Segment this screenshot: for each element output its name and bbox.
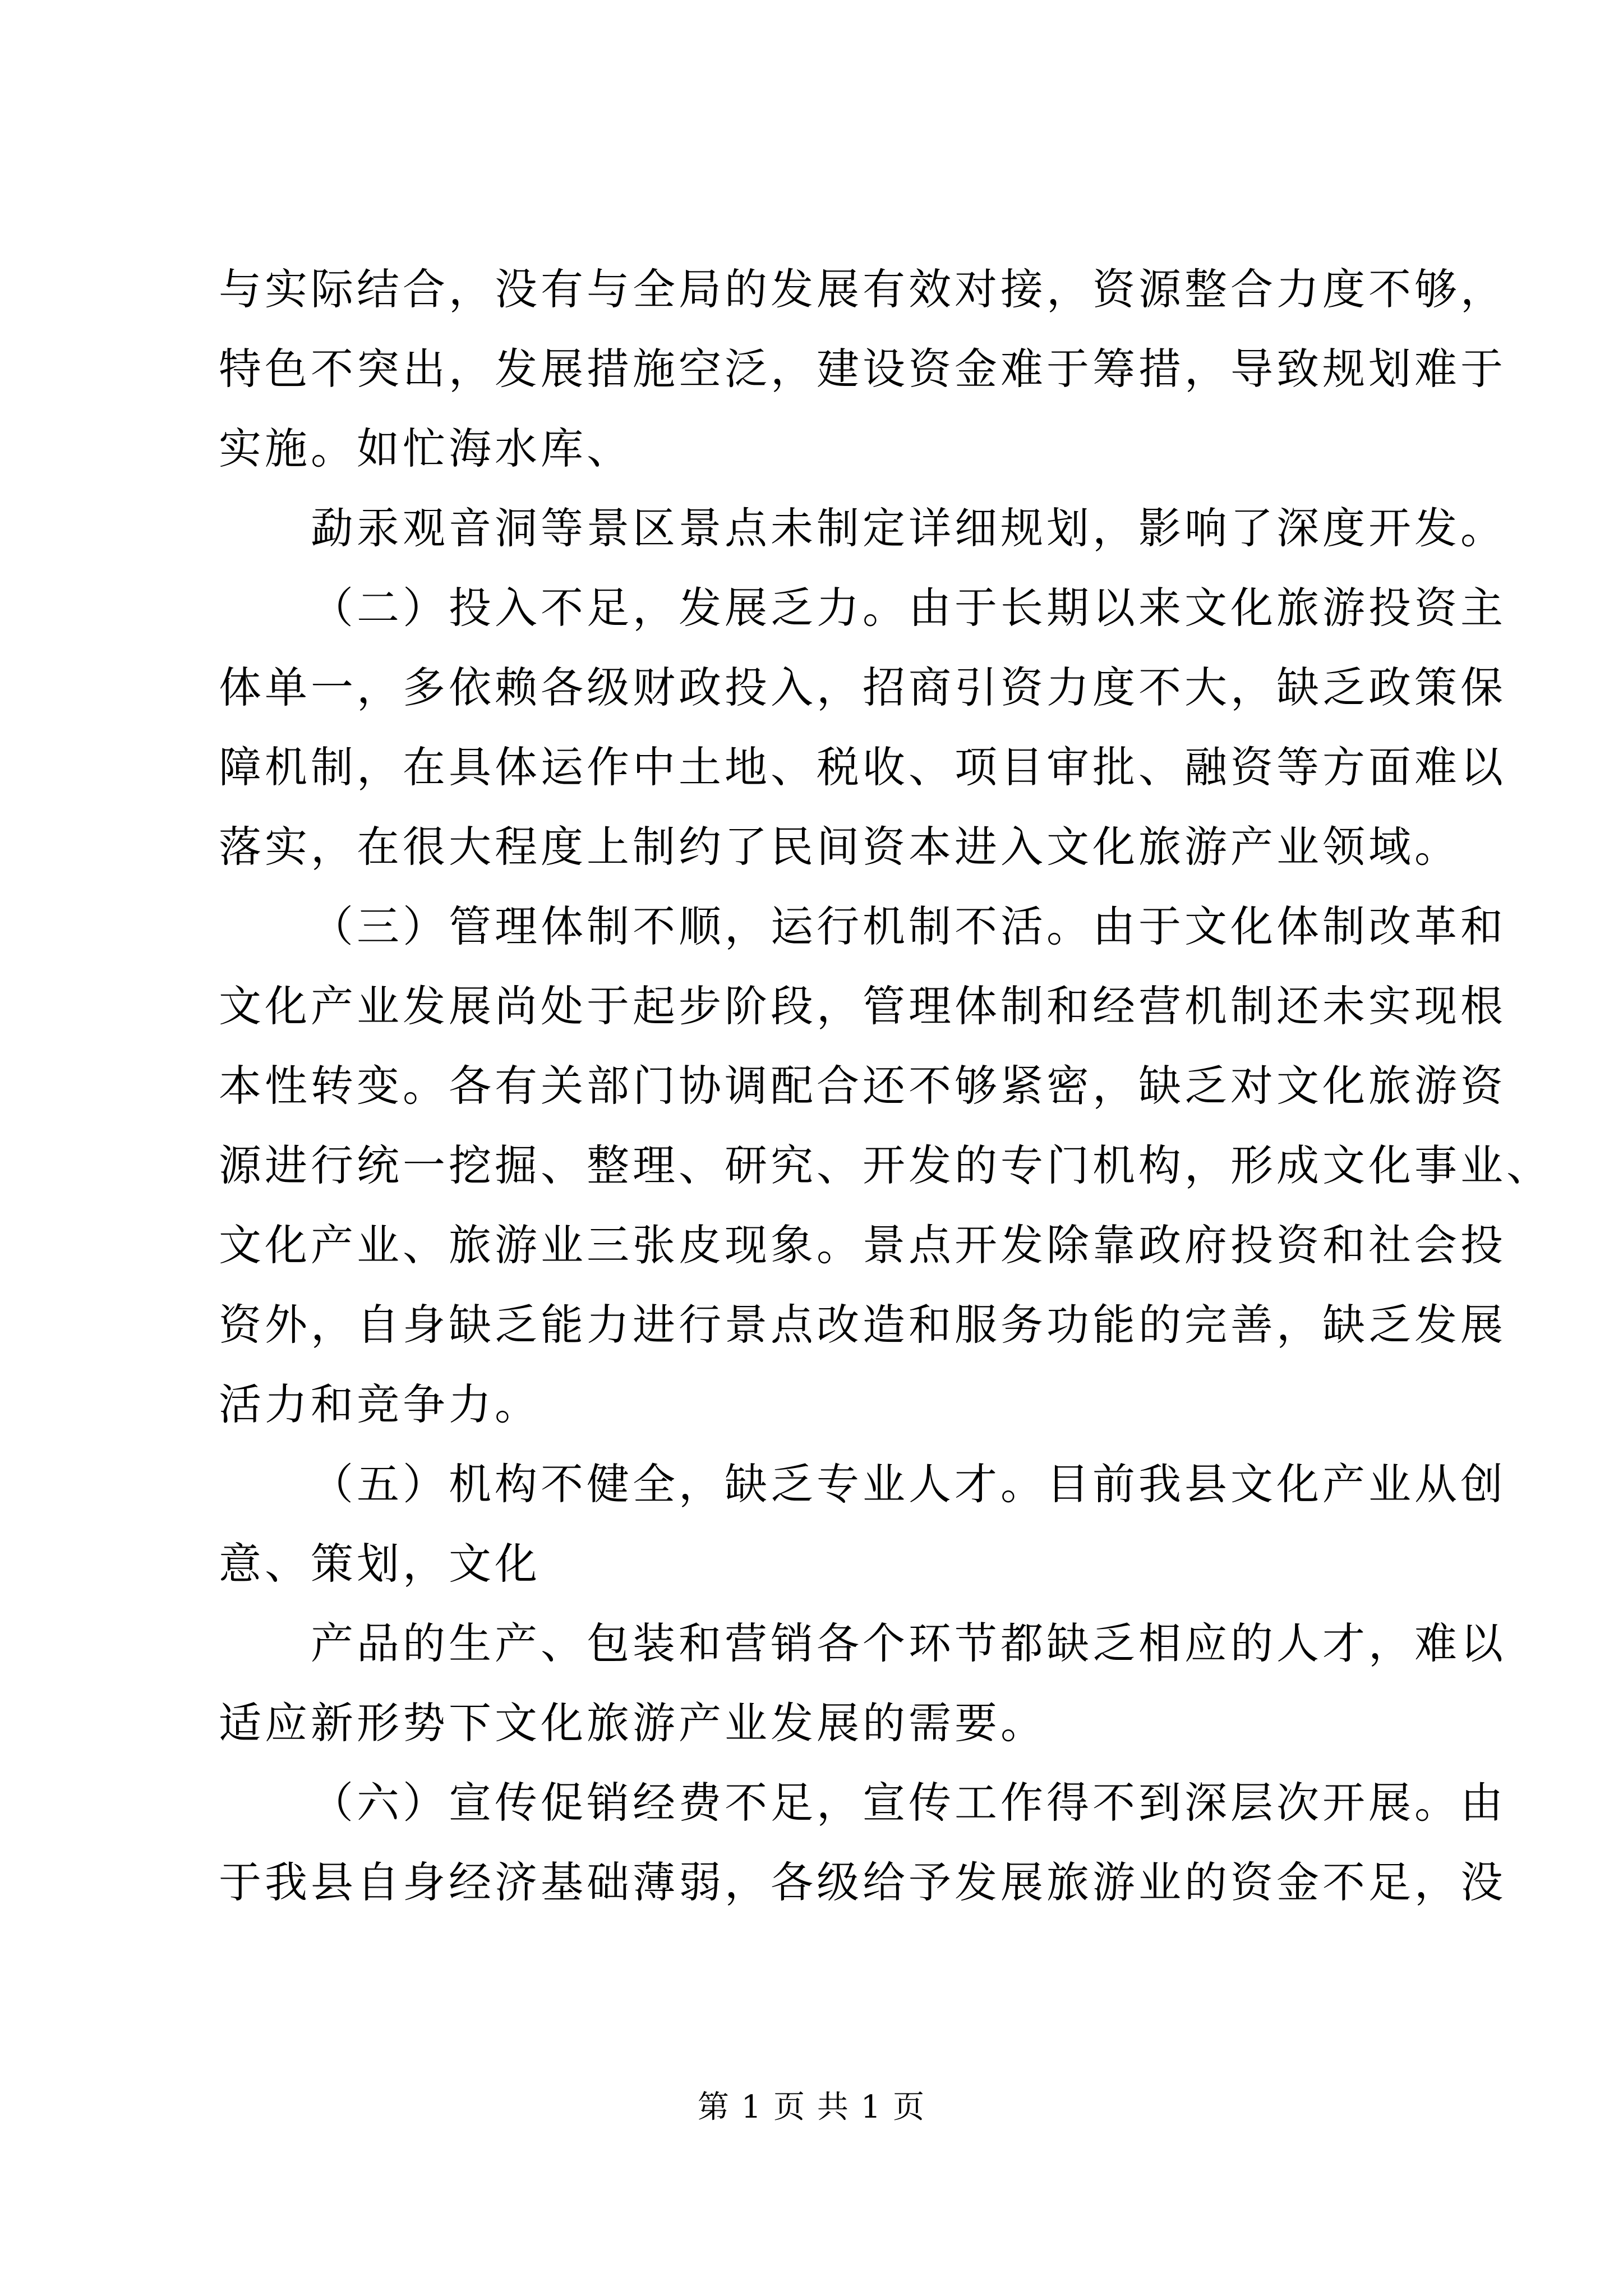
text-line: 实施。如忙海水库、 [219,424,633,473]
text-line: 产品的生产、包装和营销各个环节都缺乏相应的人才，难以 [311,1618,1506,1668]
text-line: 适应新形势下文化旅游产业发展的需要。 [219,1698,1046,1748]
paragraph [219,887,1552,1444]
text-line: 活力和竞争力。 [219,1379,541,1429]
text-line: 本性转变。各有关部门协调配合还不够紧密，缺乏对文化旅游资 [219,1061,1506,1111]
paragraph [219,568,1506,887]
text-line: 意、策划，文化 [219,1539,541,1589]
text-line: 文化产业发展尚处于起步阶段，管理体制和经营机制还未实现根 [219,981,1506,1031]
text-line: 于我县自身经济基础薄弱，各级给予发展旅游业的资金不足，没 [219,1857,1506,1907]
text-line: 特色不突出，发展措施空泛，建设资金难于筹措，导致规划难于 [219,344,1506,394]
paragraph [219,489,1506,568]
paragraph [219,1763,1506,1922]
text-line: （六）宣传促销经费不足，宣传工作得不到深层次开展。由 [311,1778,1506,1828]
text-line: （三）管理体制不顺，运行机制不活。由于文化体制改革和 [311,901,1506,951]
text-line: 与实际结合，没有与全局的发展有效对接，资源整合力度不够， [219,264,1506,314]
text-line: 勐汞观音洞等景区景点未制定详细规划，影响了深度开发。 [311,503,1506,553]
page-number-label: 第 1 页 共 1 页 [697,2089,926,2125]
text-line: （二）投入不足，发展乏力。由于长期以来文化旅游投资主 [311,583,1506,633]
text-line: 体单一，多依赖各级财政投入，招商引资力度不大，缺乏政策保 [219,662,1506,712]
paragraph [219,250,1506,489]
paragraph [219,1604,1506,1763]
text-line: 文化产业、旅游业三张皮现象。景点开发除靠政府投资和社会投 [219,1220,1506,1270]
text-line: 落实，在很大程度上制约了民间资本进入文化旅游产业领域。 [219,822,1460,872]
page-footer [0,2088,1623,2127]
paragraph [219,1444,1506,1604]
text-line: （五）机构不健全，缺乏专业人才。目前我县文化产业从创 [311,1459,1506,1509]
text-line: 资外，自身缺乏能力进行景点改造和服务功能的完善，缺乏发展 [219,1300,1506,1350]
document-body [219,250,1552,1922]
text-line: 障机制，在具体运作中土地、税收、项目审批、融资等方面难以 [219,742,1506,792]
text-line: 源进行统一挖掘、整理、研究、开发的专门机构，形成文化事业、 [219,1140,1552,1190]
